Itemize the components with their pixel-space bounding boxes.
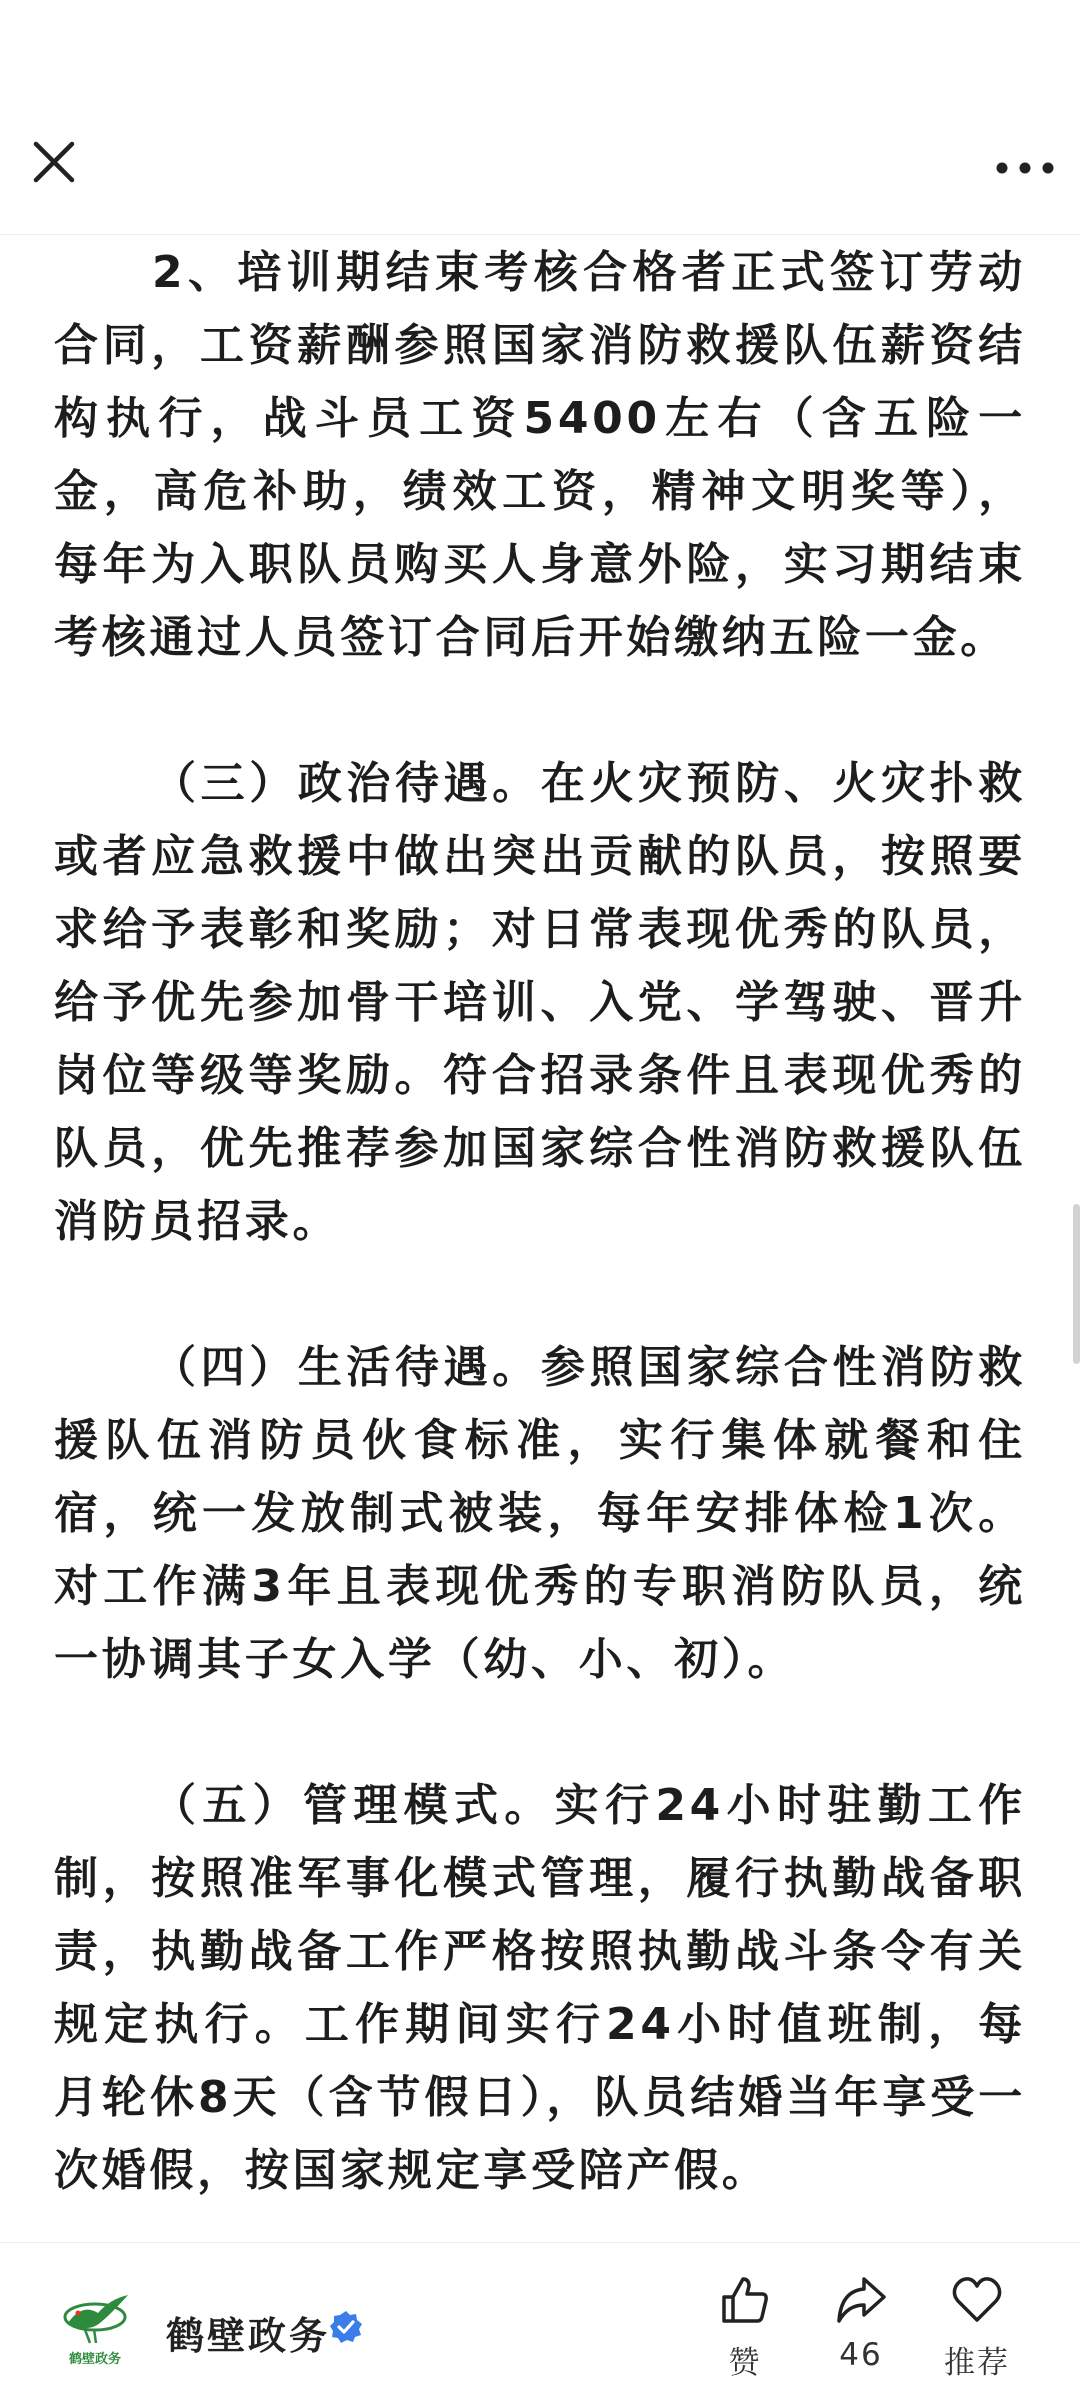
article-paragraph: （四）生活待遇。参照国家综合性消防救援队伍消防员伙食标准，实行集体就餐和住宿，统一发放制式被装，每年安排体检1次。对工作满3年且表现优秀的专职消防队员，统一协调其子女入学（幼、小、初）。	[54, 1342, 1026, 1685]
account-name[interactable]: 鹤壁政务	[166, 2314, 331, 2358]
like-label: 赞	[728, 2345, 762, 2381]
article-paragraph: （五）管理模式。实行24小时驻勤工作制，按照准军事化模式管理，履行执勤战备职责，执勤战备工作严格按照执勤战斗条令有关规定执行。工作期间实行24小时值班制，每月轮休8天（含节假日），队员结婚当年享受一次婚假，按国家规定享受陪产假。	[54, 1780, 1026, 2196]
scrollbar-thumb[interactable]	[1073, 1204, 1080, 1364]
more-options-button[interactable]	[990, 135, 1060, 195]
recommend-button[interactable]	[922, 2273, 1032, 2382]
bottom-action-bar	[0, 2242, 1080, 2404]
close-icon	[22, 130, 86, 194]
share-arrow-icon	[834, 2273, 888, 2327]
article-paragraph: 2、培训期结束考核合格者正式签订劳动合同，工资薪酬参照国家消防救援队伍薪资结构执行，战斗员工资5400左右（含五险一金，高危补助，绩效工资，精神文明奖等），每年为入职队员购买人身意外险，实习期结束考核通过人员签订合同后开始缴纳五险一金。	[54, 247, 1026, 663]
like-button[interactable]	[690, 2273, 800, 2382]
share-button[interactable]	[806, 2273, 916, 2373]
share-count: 46	[839, 2337, 883, 2373]
paragraph-spacer	[54, 1258, 1026, 1331]
verified-badge	[328, 2309, 364, 2345]
verified-badge-icon	[328, 2309, 364, 2345]
more-dots-icon	[990, 135, 1060, 195]
close-button[interactable]	[22, 130, 86, 194]
paragraph-spacer	[54, 1696, 1026, 1769]
recommend-label: 推荐	[944, 2345, 1010, 2381]
paragraph-spacer	[54, 674, 1026, 747]
heron-logo-icon	[54, 2283, 136, 2369]
account-logo[interactable]	[54, 2283, 136, 2369]
heart-icon	[950, 2273, 1004, 2327]
top-navigation-bar	[0, 0, 1080, 235]
article-body	[54, 236, 1026, 2207]
svg-text:鹤壁政务: 鹤壁政务	[68, 2352, 122, 2367]
article-paragraph: （三）政治待遇。在火灾预防、火灾扑救或者应急救援中做出突出贡献的队员，按照要求给予表彰和奖励；对日常表现优秀的队员，给予优先参加骨干培训、入党、学驾驶、晋升岗位等级等奖励。符合招录条件且表现优秀的队员，优先推荐参加国家综合性消防救援队伍消防员招录。	[54, 758, 1026, 1247]
thumbs-up-icon	[718, 2273, 772, 2327]
